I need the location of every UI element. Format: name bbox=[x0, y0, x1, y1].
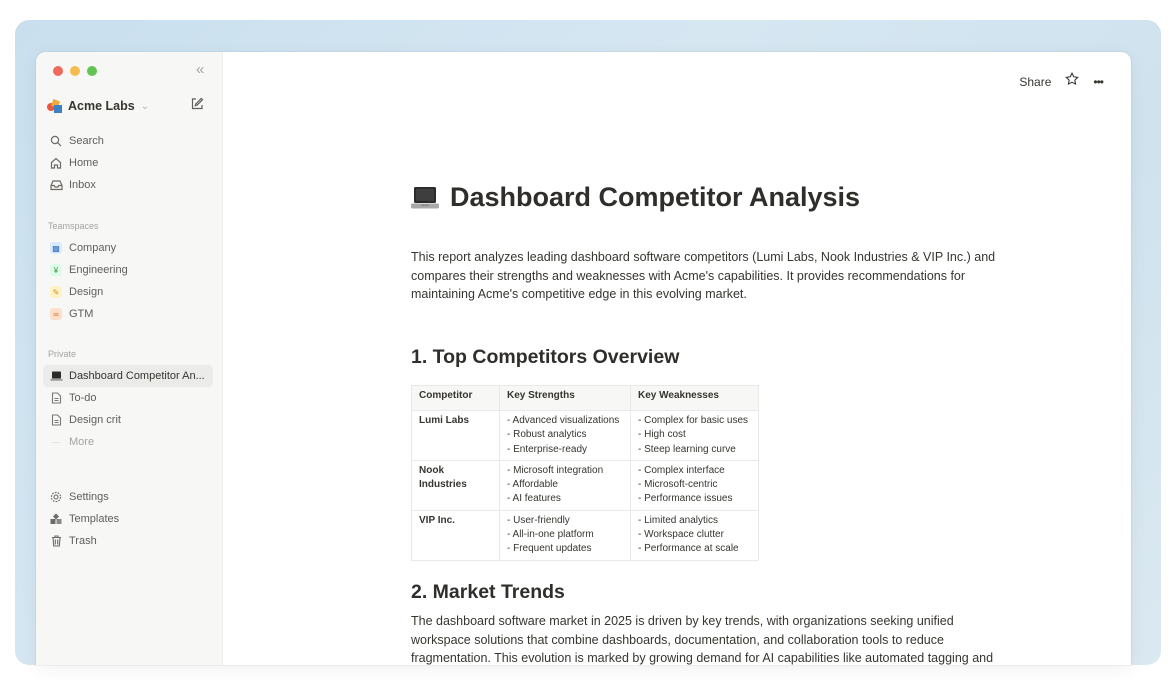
nav-item-inbox[interactable] bbox=[43, 174, 213, 196]
more-icon: ··· bbox=[51, 437, 61, 447]
laptop-icon bbox=[49, 369, 63, 383]
page-topbar bbox=[1019, 72, 1103, 91]
app-window bbox=[36, 52, 1131, 665]
list-item: - Workspace clutter bbox=[638, 529, 724, 541]
sidebar-item-to-do[interactable] bbox=[43, 387, 213, 409]
section-heading-competitors: 1. Top Competitors Overview bbox=[411, 346, 680, 368]
nav-item-label: Search bbox=[69, 135, 104, 147]
intro-paragraph: This report analyzes leading dashboard software competitors (Lumi Labs, Nook Industries & VIP Inc.) and compares their strengths and weaknesses with Acme's capabilities. It provides recommendations for maintaining Acme's competitive edge in this evolving market. bbox=[411, 250, 996, 301]
strengths-cell bbox=[500, 510, 631, 560]
more-options-icon[interactable]: ••• bbox=[1093, 74, 1103, 89]
column-header: Competitor bbox=[412, 386, 500, 411]
list-item: - User-friendly bbox=[507, 514, 570, 526]
strengths-cell bbox=[500, 411, 631, 461]
building-icon: ▩ bbox=[50, 242, 62, 254]
strengths-cell bbox=[500, 460, 631, 510]
star-icon[interactable] bbox=[1065, 72, 1079, 91]
market-trends-paragraph: The dashboard software market in 2025 is driven by key trends, with organizations seeking unified workspace solutions that combine dashboards, documentation, and collaboration tools to reduce fragmentation. This evolution is marked by growing demand for AI capabilities like automated tagging and bbox=[411, 614, 994, 665]
sidebar-item-templates[interactable] bbox=[43, 508, 213, 530]
inbox-icon bbox=[49, 178, 63, 192]
sidebar-item-label: Trash bbox=[69, 535, 97, 547]
private-list bbox=[43, 365, 213, 453]
page-icon bbox=[49, 413, 63, 427]
laptop-icon bbox=[411, 185, 439, 211]
sidebar bbox=[36, 52, 223, 665]
workspace-switcher[interactable] bbox=[47, 95, 212, 117]
share-button[interactable]: Share bbox=[1019, 74, 1052, 89]
list-item: - Microsoft integration bbox=[507, 464, 604, 476]
list-item: - Affordable bbox=[507, 479, 558, 491]
home-icon bbox=[49, 156, 63, 170]
new-page-icon[interactable] bbox=[190, 97, 204, 111]
list-item: - Complex for basic uses bbox=[638, 415, 749, 426]
sidebar-item-label: Settings bbox=[69, 491, 109, 503]
competitor-name: Nook Industries bbox=[412, 460, 500, 510]
list-item: - Steep learning curve bbox=[638, 443, 736, 455]
sidebar-item-label: Design bbox=[69, 286, 104, 298]
nav-item-search[interactable] bbox=[43, 130, 213, 152]
list-item: - Advanced visualizations bbox=[507, 415, 620, 426]
list-item: - Complex interface bbox=[638, 464, 725, 476]
sidebar-item-label: Engineering bbox=[69, 264, 128, 276]
chevron-down-icon: ⌄ bbox=[140, 100, 150, 112]
competitor-name: Lumi Labs bbox=[412, 411, 500, 461]
code-icon: ¥ bbox=[50, 264, 62, 276]
sidebar-item-label: Design crit bbox=[69, 414, 121, 426]
section-heading-market-trends: 2. Market Trends bbox=[411, 581, 565, 603]
pencil-icon: ✎ bbox=[50, 286, 62, 298]
collapse-sidebar-icon[interactable]: « bbox=[196, 61, 205, 78]
nav-item-label: Inbox bbox=[69, 179, 96, 191]
search-icon bbox=[49, 134, 63, 148]
sidebar-item-label: To-do bbox=[69, 392, 97, 404]
infinity-icon: ∞ bbox=[50, 308, 62, 320]
list-item: - AI features bbox=[507, 493, 561, 505]
weaknesses-cell bbox=[631, 460, 759, 510]
templates-icon bbox=[49, 512, 63, 526]
weaknesses-cell bbox=[631, 411, 759, 461]
workspace-logo-icon bbox=[47, 99, 63, 113]
list-item: - Enterprise-ready bbox=[507, 443, 588, 455]
weaknesses-cell bbox=[631, 510, 759, 560]
list-item: - Performance issues bbox=[638, 493, 733, 505]
list-item: - Performance at scale bbox=[638, 543, 739, 555]
window-controls bbox=[53, 66, 97, 76]
list-item: - High cost bbox=[638, 429, 686, 441]
gear-icon bbox=[49, 490, 63, 504]
sidebar-item-label: Dashboard Competitor An... bbox=[69, 370, 205, 382]
sidebar-item-gtm[interactable] bbox=[43, 303, 213, 325]
page-icon bbox=[49, 391, 63, 405]
bottom-nav bbox=[43, 486, 213, 552]
sidebar-item-settings[interactable] bbox=[43, 486, 213, 508]
workspace-name: Acme Labs bbox=[68, 99, 135, 113]
teamspaces-list bbox=[43, 237, 213, 325]
nav-item-home[interactable] bbox=[43, 152, 213, 174]
list-item: - Robust analytics bbox=[507, 429, 587, 441]
sidebar-item-dashboard-competitor-analysis[interactable] bbox=[43, 365, 213, 387]
sidebar-item-company[interactable] bbox=[43, 237, 213, 259]
close-window-button[interactable] bbox=[53, 66, 63, 76]
table-row bbox=[412, 460, 759, 510]
teamspaces-label: Teamspaces bbox=[48, 221, 99, 231]
sidebar-item-label: Templates bbox=[69, 513, 120, 525]
minimize-window-button[interactable] bbox=[70, 66, 80, 76]
page-title-text: Dashboard Competitor Analysis bbox=[450, 182, 861, 212]
list-item: - Limited analytics bbox=[638, 514, 719, 526]
list-item: - All-in-one platform bbox=[507, 529, 594, 541]
table-header-row bbox=[412, 386, 759, 411]
list-item: - Microsoft-centric bbox=[638, 479, 718, 491]
sidebar-item-trash[interactable] bbox=[43, 530, 213, 552]
sidebar-item-design-crit[interactable] bbox=[43, 409, 213, 431]
sidebar-item-design[interactable] bbox=[43, 281, 213, 303]
page-title bbox=[411, 182, 971, 213]
maximize-window-button[interactable] bbox=[87, 66, 97, 76]
sidebar-item-label: GTM bbox=[69, 308, 94, 320]
nav-item-label: Home bbox=[69, 157, 99, 169]
sidebar-item-label: Company bbox=[69, 242, 117, 254]
trash-icon bbox=[49, 534, 63, 548]
column-header: Key Strengths bbox=[500, 386, 631, 411]
column-header: Key Weaknesses bbox=[631, 386, 759, 411]
list-item: - Frequent updates bbox=[507, 543, 592, 555]
sidebar-item-label: More bbox=[69, 436, 95, 448]
sidebar-item-more[interactable] bbox=[43, 431, 213, 453]
sidebar-item-engineering[interactable] bbox=[43, 259, 213, 281]
private-label: Private bbox=[48, 349, 77, 359]
competitor-table bbox=[411, 385, 759, 561]
table-row bbox=[412, 411, 759, 461]
competitor-name: VIP Inc. bbox=[412, 510, 500, 560]
main-nav bbox=[43, 130, 213, 196]
table-row bbox=[412, 510, 759, 560]
